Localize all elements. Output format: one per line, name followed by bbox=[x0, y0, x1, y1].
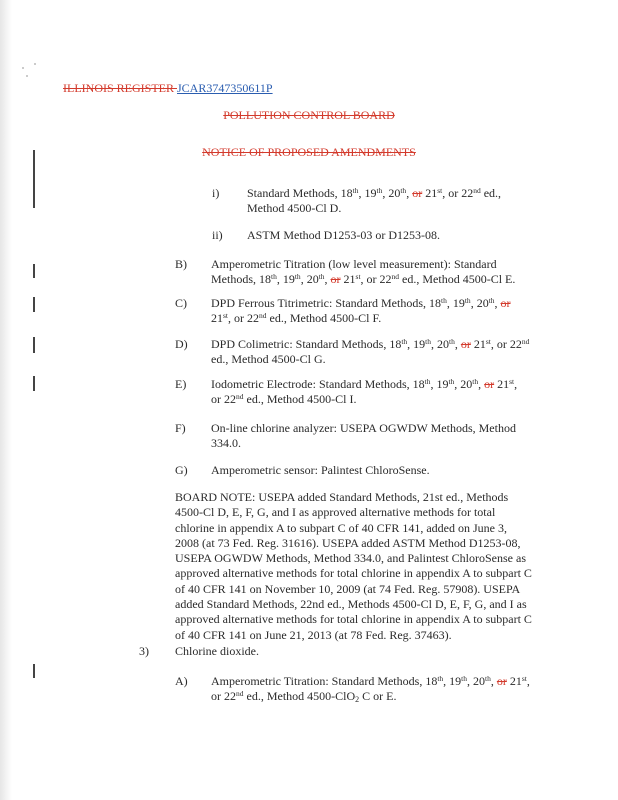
change-bar bbox=[33, 376, 35, 391]
item-E-text: Iodometric Electrode: Standard Methods, 18th, 19th, 20th, or 21st, or 22nd ed., Method 4500-Cl I. bbox=[211, 377, 518, 406]
item-B-text: Amperometric Titration (low level measurement): Standard Methods, 18th, 19th, 20th, or 21st, or 22nd ed., Method 4500-Cl E. bbox=[211, 257, 516, 286]
item-label-C: C) bbox=[175, 296, 187, 310]
item-i-text: Standard Methods, 18th, 19th, 20th, or 21st, or 22nd ed., Method 4500-Cl D. bbox=[247, 186, 502, 215]
item-label-i: i) bbox=[212, 186, 220, 200]
item-label-ii: ii) bbox=[212, 228, 223, 242]
item-F-text: On-line chlorine analyzer: USEPA OGWDW Methods, Method 334.0. bbox=[211, 421, 516, 450]
jcar-code: JCAR3747350611P bbox=[177, 81, 273, 95]
item-A-text: Amperometric Titration: Standard Methods, 18th, 19th, 20th, or 21st, or 22nd ed., Method 4500-ClO$_2$ C or E. bbox=[211, 674, 530, 704]
item-label-A: A) bbox=[175, 674, 188, 688]
board-note-line: approved alternative methods for total chlorine in appendix A to subpart C bbox=[175, 612, 532, 627]
item-G-text: Amperometric sensor: Palintest ChloroSense. bbox=[211, 463, 430, 477]
register-title: ILLINOIS REGISTER bbox=[63, 81, 174, 95]
item-label-B: B) bbox=[175, 257, 187, 271]
board-note-line: 2008 (at 73 Fed. Reg. 31616). USEPA added ASTM Method D1253-08, bbox=[175, 535, 521, 550]
change-bar bbox=[33, 337, 35, 353]
board-note-line: USEPA OGWDW Methods, Method 334.0, and Palintest ChloroSense as bbox=[175, 551, 526, 566]
section-label-3: 3) bbox=[139, 644, 149, 658]
item-ii-text: ASTM Method D1253-03 or D1253-08. bbox=[247, 228, 440, 242]
item-C-text: DPD Ferrous Titrimetric: Standard Methods, 18th, 19th, 20th, or 21st, or 22nd ed., Method 4500-Cl F. bbox=[211, 296, 511, 325]
item-D-text: DPD Colimetric: Standard Methods, 18th, 19th, 20th, or 21st, or 22nd ed., Method 4500-Cl G. bbox=[211, 337, 530, 366]
board-note-line: of 40 CFR 141 on June 21, 2013 (at 78 Fed. Reg. 37463). bbox=[175, 627, 452, 642]
board-note-line: of 40 CFR 141 on November 10, 2009 (at 74 Fed. Reg. 57908). USEPA bbox=[175, 581, 521, 596]
item-label-E: E) bbox=[175, 377, 187, 391]
change-bar bbox=[33, 264, 35, 278]
register-header bbox=[63, 81, 273, 96]
notice-title: NOTICE OF PROPOSED AMENDMENTS bbox=[202, 145, 416, 159]
board-note-line: chlorine in appendix A to subpart C of 40 CFR 141, added on June 3, bbox=[175, 520, 507, 535]
change-bar bbox=[33, 664, 35, 678]
item-label-F: F) bbox=[175, 421, 186, 435]
board-title: POLLUTION CONTROL BOARD bbox=[223, 108, 395, 122]
board-note-line: approved alternative methods for total chlorine in appendix A to subpart C bbox=[175, 566, 532, 581]
item-label-G: G) bbox=[175, 463, 188, 477]
board-note bbox=[175, 490, 575, 643]
item-label-D: D) bbox=[175, 337, 188, 351]
change-bar bbox=[33, 297, 35, 312]
section-3-text: Chlorine dioxide. bbox=[175, 644, 259, 658]
board-note-line: 4500-Cl D, E, F, G, and I as approved alternative methods for total bbox=[175, 505, 496, 520]
scan-specks bbox=[20, 55, 60, 85]
board-note-line: added Standard Methods, 22nd ed., Methods 4500-Cl D, E, F, G, and I as bbox=[175, 597, 527, 612]
board-note-line: BOARD NOTE: USEPA added Standard Methods, 21st ed., Methods bbox=[175, 490, 509, 504]
